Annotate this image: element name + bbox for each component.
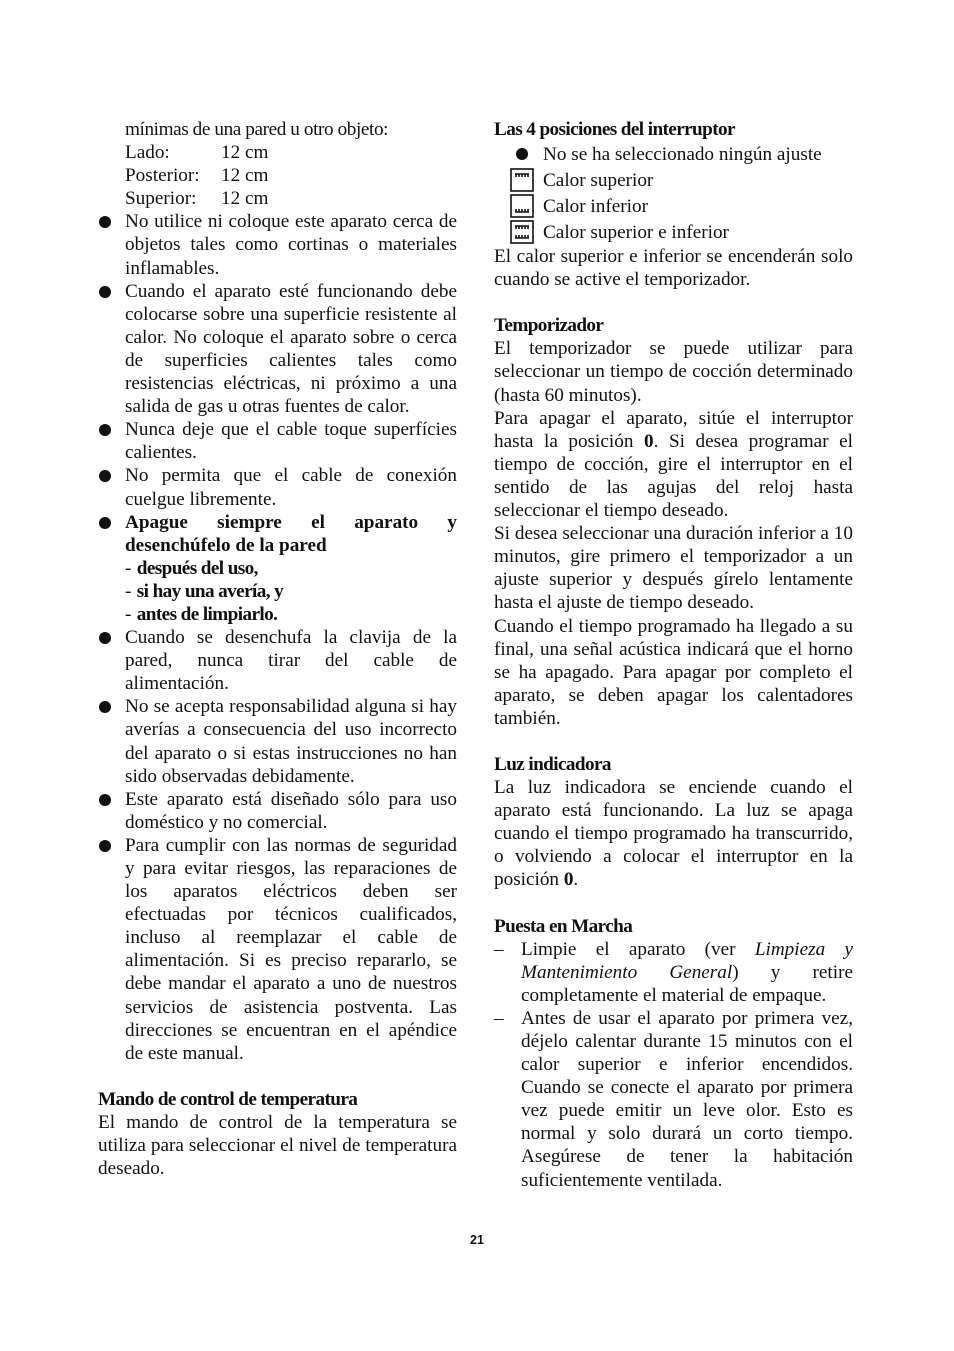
unplug-item: - antes de limpiarlo.	[125, 603, 278, 625]
safety-bullet-8	[98, 788, 457, 834]
text-run: La luz indicadora se enciende cuando el aparato está funcionando. La luz se apaga cuando el tiempo programado ha transcurrido, o volviendo a colocar el interruptor en la posición	[494, 777, 853, 891]
start-step-1	[494, 938, 853, 1007]
clearance-label: Posterior:	[125, 165, 200, 187]
switch-position-label: Calor superior	[543, 169, 654, 191]
switch-position-bottom	[510, 193, 853, 219]
bullet-text: No permita que el cable de conexión cuelgue libremente.	[125, 465, 457, 510]
safety-bullet-6	[98, 626, 457, 695]
unplug-item-text: después del uso,	[136, 557, 258, 579]
light-text	[494, 776, 853, 891]
bullet-icon	[99, 216, 111, 228]
bullet-icon	[99, 286, 111, 298]
bullet-icon	[99, 632, 111, 644]
timer-heading: Temporizador	[494, 315, 604, 337]
top-heat-icon	[510, 168, 534, 192]
bullet-icon	[99, 840, 111, 852]
top-bottom-heat-icon	[510, 220, 534, 244]
temperature-heading: Mando de control de temperatura	[98, 1088, 358, 1110]
bullet-icon	[99, 470, 111, 482]
switch-position-label: Calor superior e inferior	[543, 221, 729, 243]
switch-position-label: Calor inferior	[543, 195, 648, 217]
safety-bullet-3	[98, 418, 457, 464]
bottom-heat-icon	[510, 194, 534, 218]
clearance-value: 12 cm	[221, 142, 269, 164]
dash-marker: –	[494, 938, 504, 960]
dash-marker: –	[494, 1007, 504, 1029]
start-step-2	[494, 1007, 853, 1192]
safety-bullet-5	[98, 511, 457, 557]
clearance-value: 12 cm	[221, 165, 269, 187]
switch-positions-list	[494, 141, 853, 245]
clearance-label: Lado:	[125, 142, 170, 164]
clearance-row-top	[125, 187, 457, 210]
temperature-text: El mando de control de la temperatura se utiliza para seleccionar el nivel de temperatura deseado.	[98, 1111, 457, 1180]
text-run: Antes de usar el aparato por primera vez, déjelo calentar durante 15 minutos con el calor superior e inferior encendidos. Cuando se conecte el aparato por primera vez puede emitir un leve olor. Esto es normal y solo durará un corto tiempo. Asegúrese de tener la habitación suficientemente ventilada.	[521, 1007, 853, 1191]
clearance-value: 12 cm	[221, 188, 269, 210]
switch-position-top	[510, 167, 853, 193]
switch-position-both	[510, 219, 853, 245]
text-run: . Si desea programar el tiempo de cocción, gire el interruptor en el sentido de las agujas del reloj hasta seleccionar el tiempo deseado.	[494, 430, 853, 522]
text-run: .	[573, 869, 579, 891]
timer-paragraph-4: Cuando el tiempo programado ha llegado a su final, una señal acústica indicará que el horno se ha apagado. Para apagar por completo el aparato, se deben apagar los calentadores también.	[494, 615, 853, 729]
bullet-text: No utilice ni coloque este aparato cerca de objetos tales como cortinas o materiales inflamables.	[125, 211, 457, 279]
bullet-icon	[99, 517, 111, 529]
text-run: Para apagar el aparato, sitúe el interruptor hasta la posición	[494, 407, 853, 452]
bullet-text: No se acepta responsabilidad alguna si hay averías a consecuencia del uso incorrecto del aparato o si estas instrucciones no han sido observadas debidamente.	[125, 696, 457, 787]
switch-position-label: No se ha seleccionado ningún ajuste	[543, 143, 822, 165]
bullet-text: Este aparato está diseñado sólo para uso doméstico y no comercial.	[125, 788, 457, 833]
clearance-intro: mínimas de una pared u otro objeto:	[125, 119, 389, 140]
text-run: Limpie el aparato (ver	[521, 938, 755, 960]
cross-reference: Limpieza y Mantenimiento General	[521, 938, 853, 983]
position-zero: 0	[643, 430, 654, 452]
bullet-text: Apague siempre el aparato y desenchúfelo de la pared	[125, 511, 457, 556]
start-heading: Puesta en Marcha	[494, 915, 633, 937]
safety-bullet-1	[98, 210, 457, 279]
right-column	[494, 118, 853, 1192]
bullet-icon	[99, 701, 111, 713]
bullet-text: Para cumplir con las normas de seguridad y para evitar riesgos, las reparaciones de los aparatos eléctricos deben ser efectuadas por técnicos cualificados, incluso al reemplazar el cable de alimentación. Si es preciso repararlo, se debe mandar el aparato a uno de nuestros servicios de asistencia postventa. Las direcciones se encuentran en el apéndice de este manual.	[125, 834, 457, 1064]
light-heading: Luz indicadora	[494, 753, 611, 775]
bullet-icon	[99, 794, 111, 806]
clearance-list	[98, 118, 457, 210]
clearance-label: Superior:	[125, 188, 197, 210]
safety-bullet-9	[98, 834, 457, 1065]
unplug-item: - si hay una avería, y	[125, 580, 284, 602]
switch-heading: Las 4 posiciones del interruptor	[494, 119, 735, 140]
timer-paragraph-1: El temporizador se puede utilizar para seleccionar un tiempo de cocción determinado (hasta 60 minutos).	[494, 338, 853, 406]
safety-bullet-7	[98, 695, 457, 787]
timer-paragraph-3: Si desea seleccionar una duración inferior a 10 minutos, gire primero el temporizador a un ajuste superior y después gírelo lentamente hasta el ajuste de tiempo deseado.	[494, 523, 853, 614]
switch-note: El calor superior e inferior se encenderán solo cuando se active el temporizador.	[494, 246, 853, 291]
clearance-row-rear	[125, 164, 457, 187]
bullet-text: Nunca deje que el cable toque superfícies calientes.	[125, 419, 457, 464]
text-run: ) y retire completamente el material de empaque.	[521, 961, 853, 1006]
clearance-row-side	[125, 141, 457, 164]
switch-position-off	[510, 141, 853, 167]
timer-paragraph-2	[494, 407, 853, 522]
bullet-icon	[510, 142, 534, 166]
safety-bullet-4	[98, 464, 457, 510]
position-zero: 0	[563, 869, 574, 891]
unplug-item-text: antes de limpiarlo.	[136, 603, 278, 625]
bullet-icon	[99, 424, 111, 436]
bullet-text: Cuando el aparato esté funcionando debe colocarse sobre una superficie resistente al calor. No coloque el aparato sobre o cerca de superficies calientes tales como resistencias eléctricas, ni próximo a una salida de gas u otras fuentes de calor.	[125, 280, 457, 418]
left-column	[98, 118, 457, 1180]
unplug-item-text: si hay una avería, y	[136, 580, 284, 602]
page-number: 21	[470, 1233, 484, 1247]
unplug-item: - después del uso,	[125, 557, 258, 579]
bullet-text: Cuando se desenchufa la clavija de la pared, nunca tirar del cable de alimentación.	[125, 627, 457, 695]
safety-bullet-2	[98, 280, 457, 419]
